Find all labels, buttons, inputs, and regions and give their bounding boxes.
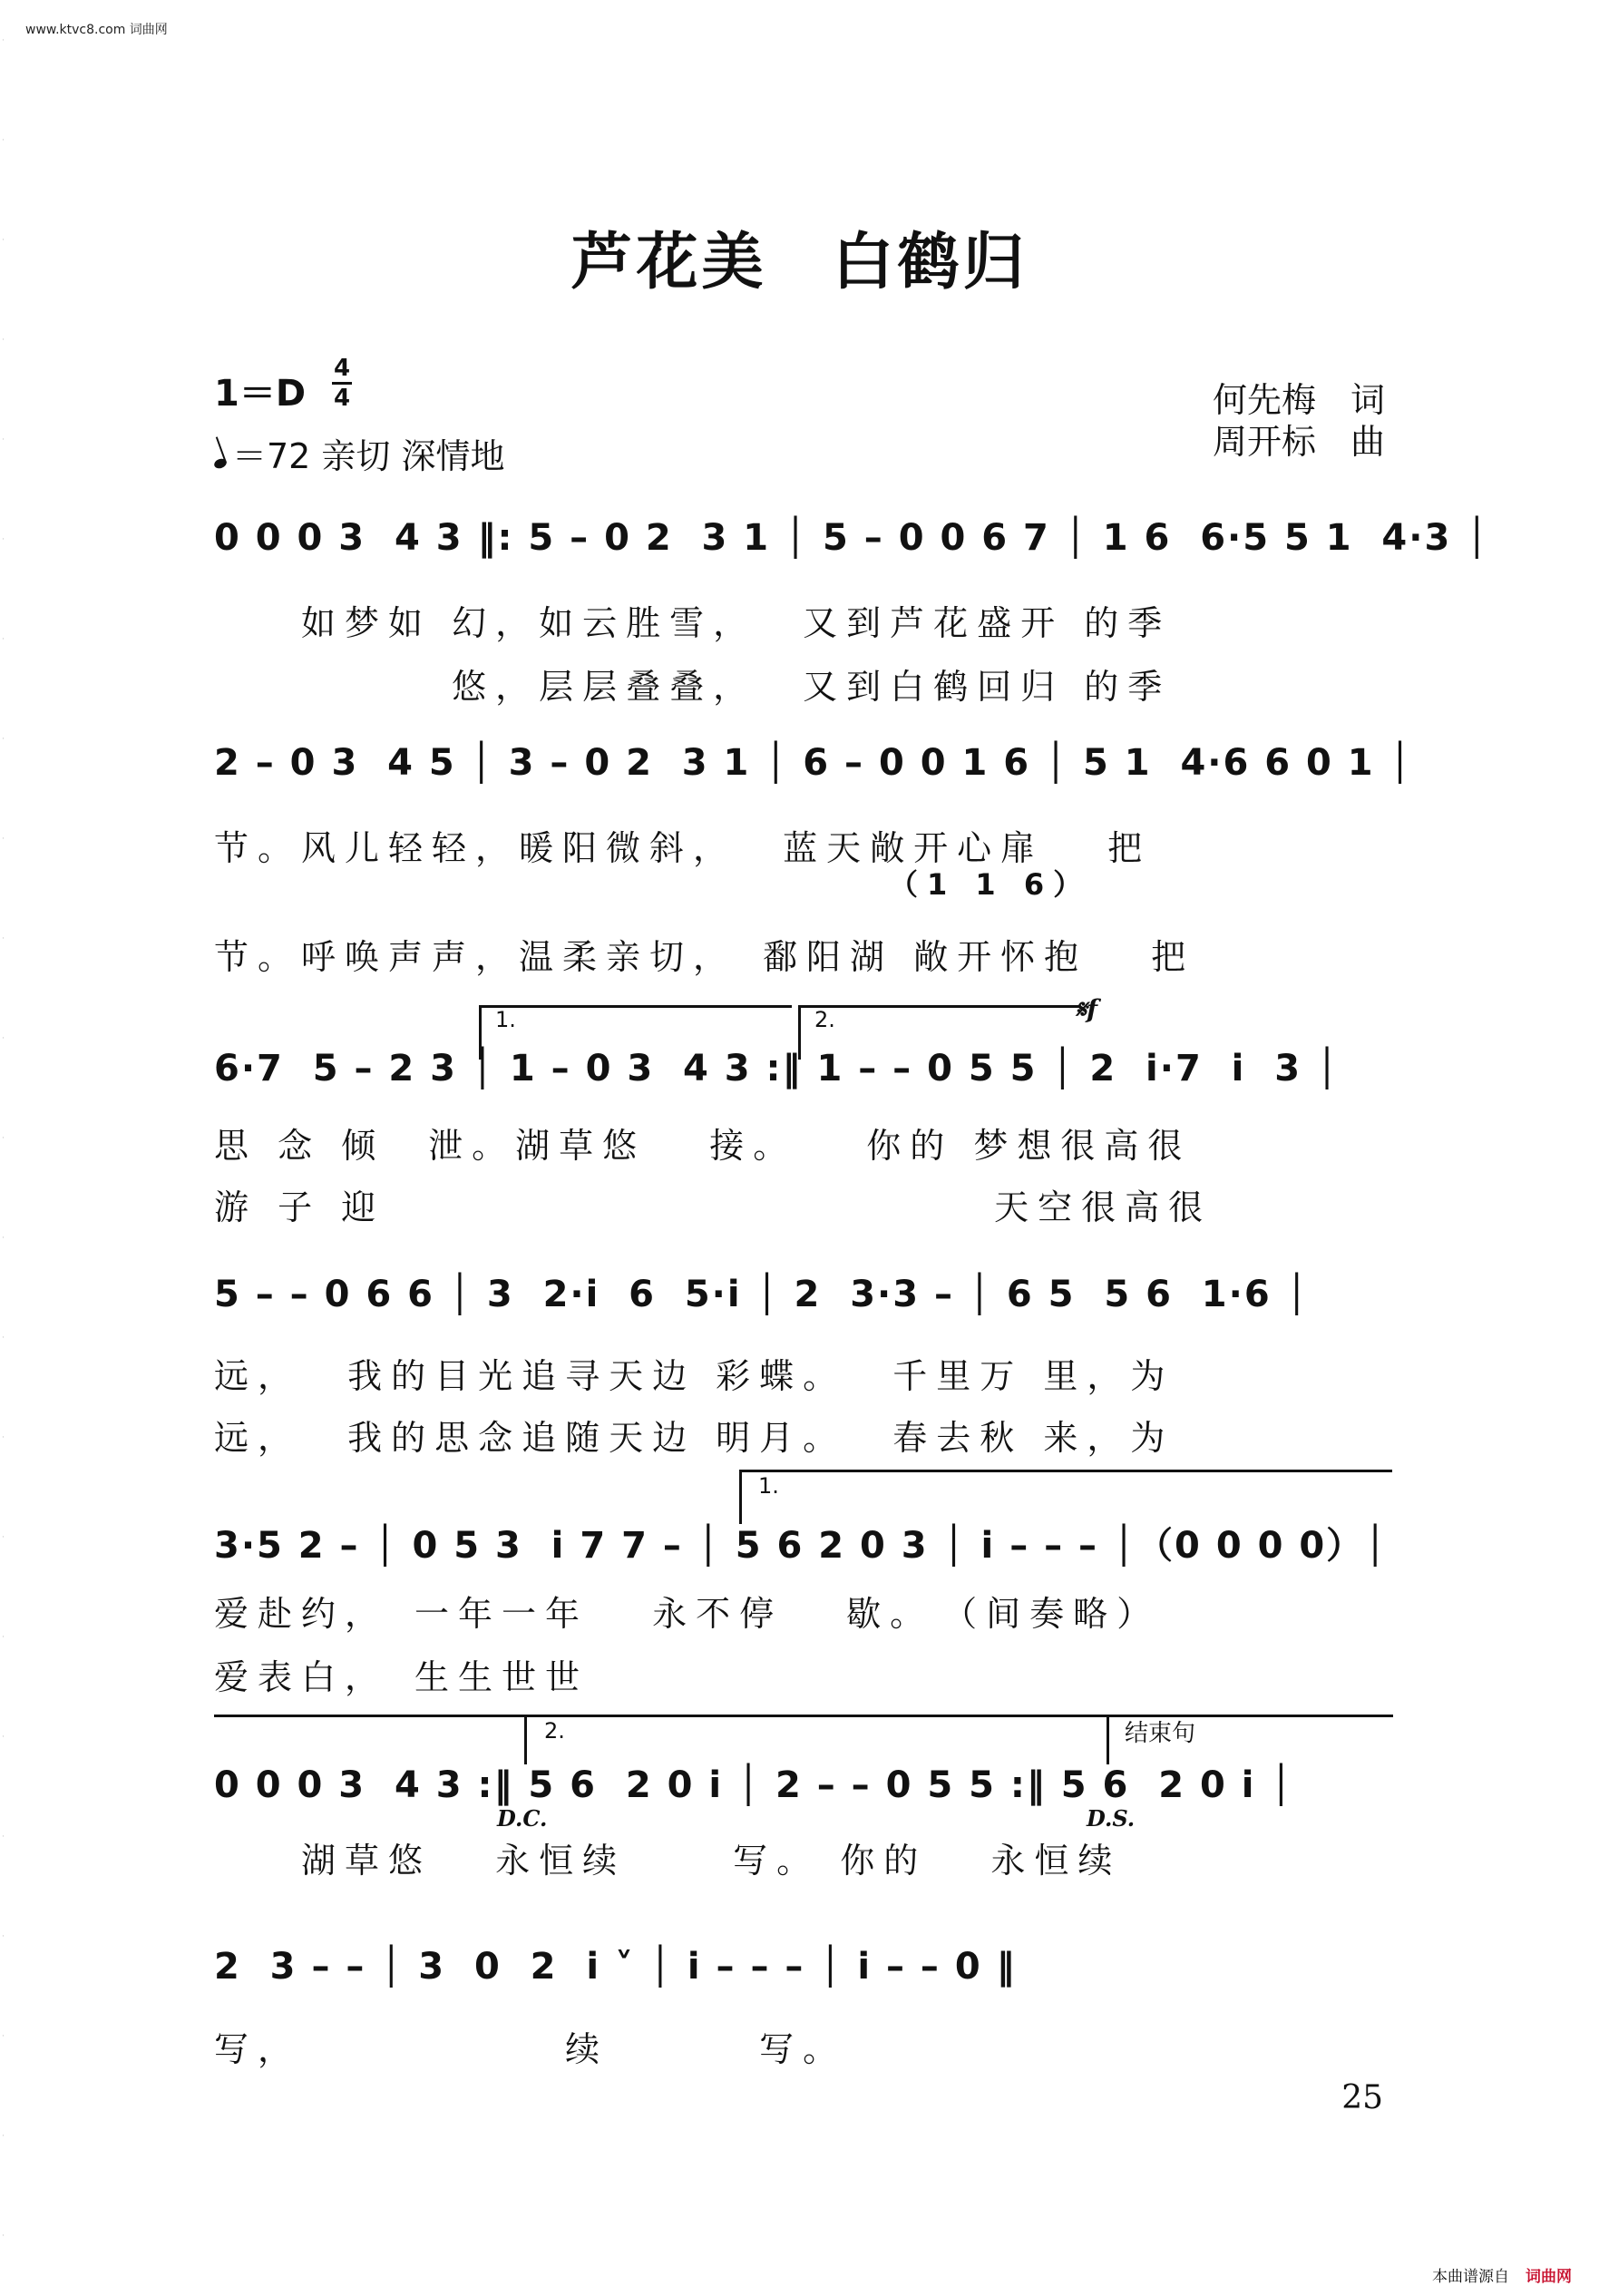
edge-watermark-mark: · bbox=[2, 934, 5, 943]
edge-watermark-mark: · bbox=[2, 336, 5, 345]
lyric-row-3a: 思 念 倾 泄。湖草悠 接。 你的 梦想很高很 bbox=[214, 1126, 1192, 1166]
edge-watermark-mark: · bbox=[2, 1733, 5, 1742]
dc-mark: D.C. bbox=[497, 1805, 548, 1832]
edge-watermark-mark: · bbox=[2, 435, 5, 445]
edge-watermark-mark: · bbox=[2, 1932, 5, 1941]
notation-row-7: 2 3 – – │ 3 0 2 i ˅ │ i – – – │ i – – 0 ‖ bbox=[214, 1946, 1017, 1988]
notation-row-3: 6·7 5 – 2 3 │ 1 – 0 3 4 3 :‖ 1 – – 0 5 5 │ 2 i·7 i 3 │ bbox=[214, 1048, 1341, 1089]
edge-watermark-mark: · bbox=[2, 1234, 5, 1243]
tempo-marking bbox=[214, 428, 505, 478]
lyric-row-7a: 写， 续 写。 bbox=[214, 2029, 847, 2069]
lyric-row-6a: 湖草悠 永恒续 写。 你的 永恒续 bbox=[214, 1841, 1122, 1881]
notation-row-2: 2 – 0 3 4 5 │ 3 – 0 2 3 1 │ 6 – 0 0 1 6 │ 5 1 4·6 6 0 1 │ bbox=[214, 742, 1413, 784]
volta-bracket-row6 bbox=[214, 1715, 1393, 1717]
edge-watermark-mark: · bbox=[2, 1034, 5, 1043]
quarter-note-icon bbox=[213, 457, 229, 470]
volta-2-label: 2. bbox=[814, 1007, 835, 1032]
edge-watermark-mark: · bbox=[2, 735, 5, 744]
volta-row6-label: 2. bbox=[544, 1718, 565, 1744]
lyric-row-1b: 悠，层层叠叠， 又到白鹤回归 的季 bbox=[214, 667, 1172, 707]
page-number: 25 bbox=[1341, 2079, 1383, 2116]
tempo-text: ＝72 亲切 深情地 bbox=[232, 436, 505, 476]
site-label: www.ktvc8.com 词曲网 bbox=[25, 23, 168, 37]
segno-forte-mark: 𝄋f bbox=[1076, 994, 1098, 1024]
edge-watermark-mark: · bbox=[2, 1433, 5, 1442]
lyric-row-2a: 节。风儿轻轻，暖阳微斜， 蓝天敞开心扉 把 bbox=[214, 828, 1152, 868]
edge-watermark-mark: · bbox=[2, 1134, 5, 1143]
edge-watermark-mark: · bbox=[2, 2132, 5, 2141]
time-signature bbox=[332, 356, 352, 411]
edge-watermark-mark: · bbox=[2, 1334, 5, 1343]
lyric-row-4b: 远， 我的思念追随天边 明月。 春去秋 来，为 bbox=[214, 1418, 1175, 1458]
edge-watermark-mark: · bbox=[2, 2232, 5, 2241]
time-sig-top: 4 bbox=[333, 355, 351, 382]
volta-bracket-row6-edge-b bbox=[1107, 1715, 1109, 1764]
edge-watermark-mark: · bbox=[2, 1832, 5, 1842]
edge-watermark-mark: · bbox=[2, 635, 5, 644]
edge-watermark-mark: · bbox=[2, 236, 5, 245]
footer-text: 本曲谱源自 bbox=[1432, 2268, 1509, 2286]
lyric-row-4a: 远， 我的目光追寻天边 彩蝶。 千里万 里，为 bbox=[214, 1356, 1175, 1396]
lyric-row-5b: 爱表白， 生生世世 bbox=[214, 1657, 590, 1697]
alt-notes-parenthetical: （1 1 6） bbox=[889, 867, 1092, 902]
edge-watermark-mark: · bbox=[2, 535, 5, 544]
song-title: 芦花美 白鹤归 bbox=[570, 226, 1029, 298]
volta-bracket-2 bbox=[798, 1005, 1079, 1008]
edge-watermark-mark: · bbox=[2, 2032, 5, 2041]
edge-watermark-mark: · bbox=[2, 835, 5, 844]
notation-row-1: 0 0 0 3 4 3 ‖: 5 – 0 2 3 1 │ 5 – 0 0 6 7 │ 1 6 6·5 5 1 4·3 │ bbox=[214, 517, 1490, 559]
time-sig-bottom: 4 bbox=[333, 385, 351, 412]
notation-row-5: 3·5 2 – │ 0 5 3 i 7 7 – │ 5 6 2 0 3 │ i – – – │（0 0 0 0）│ bbox=[214, 1525, 1389, 1567]
edge-watermark-mark: · bbox=[2, 1533, 5, 1542]
ending-label: 结束句 bbox=[1125, 1720, 1196, 1747]
lyric-row-3b: 游 子 迎 天空很高很 bbox=[214, 1187, 1213, 1227]
edge-watermark-mark: · bbox=[2, 136, 5, 145]
lyric-row-5a: 爱赴约， 一年一年 永不停 歇。 （间奏略） bbox=[214, 1594, 1161, 1634]
volta-bracket-1 bbox=[479, 1005, 792, 1008]
composer-credit: 周开标 曲 bbox=[1212, 422, 1385, 462]
volta-bracket-row5 bbox=[739, 1470, 1392, 1472]
edge-watermark-mark: · bbox=[2, 1633, 5, 1642]
volta-bracket-row5-edge bbox=[739, 1470, 742, 1524]
notation-row-4: 5 – – 0 6 6 │ 3 2·i 6 5·i │ 2 3·3 – │ 6 5 5 6 1·6 │ bbox=[214, 1274, 1310, 1315]
edge-watermark-strip bbox=[0, 0, 16, 2296]
lyric-row-2b: 节。呼唤声声，温柔亲切， 鄱阳湖 敞开怀抱 把 bbox=[214, 937, 1195, 977]
volta-bracket-row6-edge-a bbox=[524, 1715, 527, 1764]
ds-mark: D.S. bbox=[1087, 1805, 1136, 1832]
volta-row5-label: 1. bbox=[758, 1473, 779, 1499]
edge-watermark-mark: · bbox=[2, 36, 5, 45]
footer-tag: 词曲网 bbox=[1526, 2268, 1572, 2286]
volta-1-label: 1. bbox=[495, 1007, 516, 1032]
footer-source bbox=[1432, 2263, 1572, 2286]
lyric-row-1a: 如梦如 幻，如云胜雪， 又到芦花盛开 的季 bbox=[214, 603, 1172, 643]
lyricist-credit: 何先梅 词 bbox=[1212, 380, 1385, 420]
key-signature: 1＝D bbox=[214, 373, 307, 415]
notation-row-6: 0 0 0 3 4 3 :‖ 5 6 2 0 i │ 2 – – 0 5 5 :‖ 5 6 2 0 i │ bbox=[214, 1764, 1294, 1806]
